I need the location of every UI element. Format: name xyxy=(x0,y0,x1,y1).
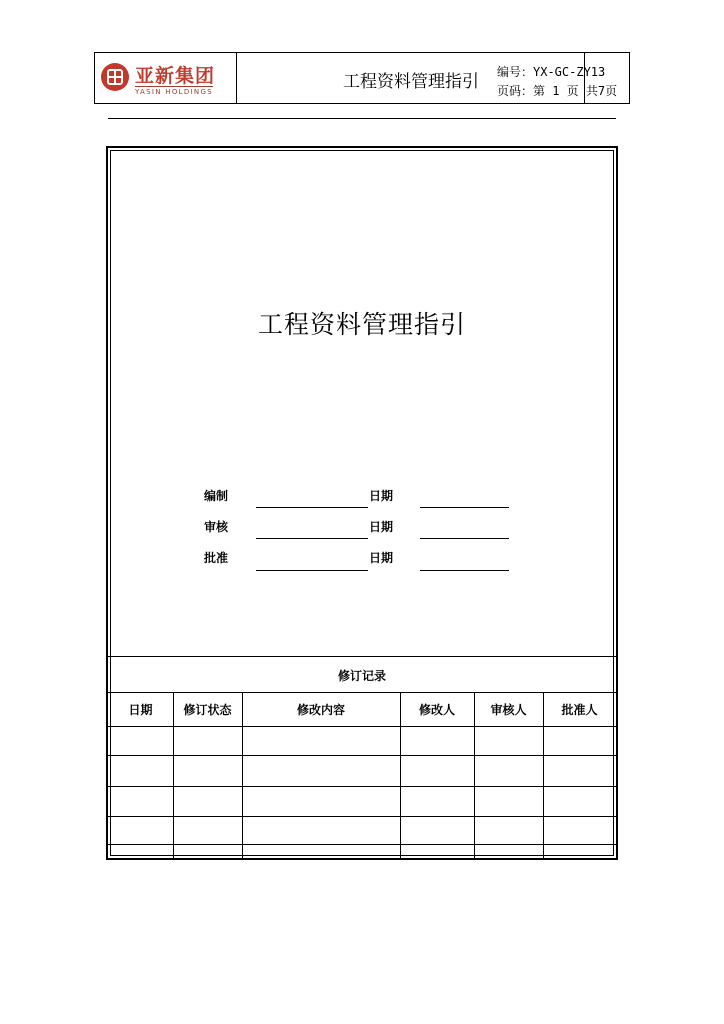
sig-label-approve: 批准 xyxy=(204,551,229,565)
column-header-reviewer: 审核人 xyxy=(490,703,527,717)
sig-label-compile: 编制 xyxy=(204,489,229,503)
document-number: 编号：YX-GC-ZY13 xyxy=(497,65,606,79)
header-title: 工程资料管理指引 xyxy=(343,72,479,92)
sig-line-approve xyxy=(256,570,368,571)
column-header-approver: 批准人 xyxy=(561,703,598,717)
company-logo-icon xyxy=(101,63,129,91)
table-row-line xyxy=(108,786,616,787)
date-label-compile: 日期 xyxy=(369,489,394,503)
column-header-status: 修订状态 xyxy=(183,703,232,717)
sig-line-compile xyxy=(256,507,368,508)
company-name-cn: 亚新集团 xyxy=(135,65,216,87)
date-label-approve: 日期 xyxy=(369,551,394,565)
page-title: 工程资料管理指引 xyxy=(257,310,466,339)
table-row-line xyxy=(108,755,616,756)
page-info: 页码：第 1 页 共7页 xyxy=(497,84,618,98)
header-divider xyxy=(108,118,616,119)
revision-table-title: 修订记录 xyxy=(108,656,616,693)
sig-label-review: 审核 xyxy=(204,520,229,534)
sig-line-review xyxy=(256,538,368,539)
table-row-line xyxy=(108,726,616,727)
column-header-date: 日期 xyxy=(128,703,153,717)
document-header xyxy=(94,52,630,104)
cover-frame xyxy=(106,146,618,860)
date-label-review: 日期 xyxy=(369,520,394,534)
date-line-review xyxy=(420,538,509,539)
table-row-line xyxy=(108,844,616,845)
table-row-line xyxy=(108,816,616,817)
column-header-content: 修改内容 xyxy=(296,703,345,717)
column-header-modifier: 修改人 xyxy=(418,703,455,717)
date-line-approve xyxy=(420,570,509,571)
logo-cell xyxy=(95,53,237,103)
date-line-compile xyxy=(420,507,509,508)
company-name-en: YASIN HOLDINGS xyxy=(135,88,213,96)
